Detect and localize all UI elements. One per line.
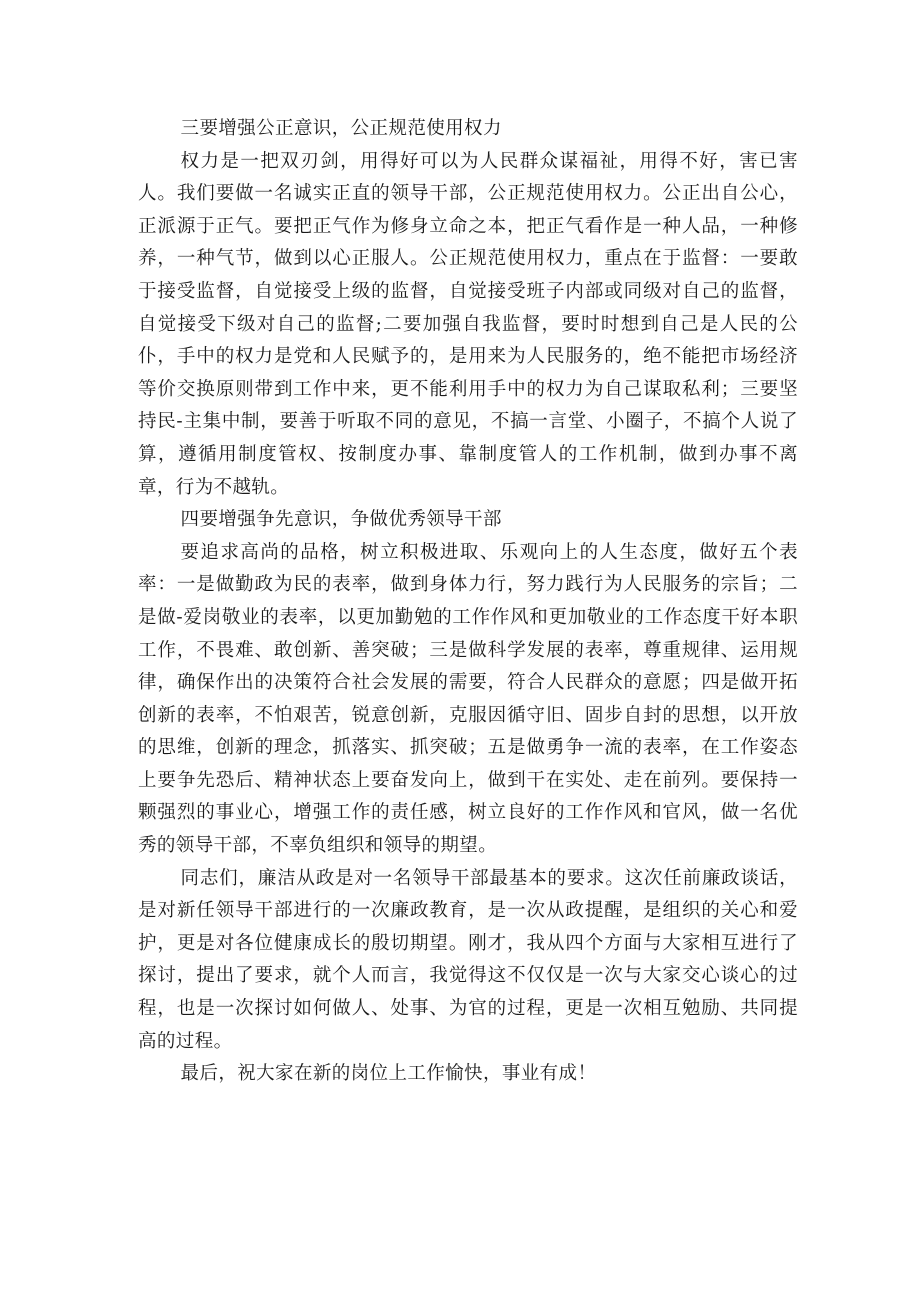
closing-paragraph: 最后，祝大家在新的岗位上工作愉快，事业有成！: [180, 1063, 597, 1085]
section-3-body: 权力是一把双刃剑，用得好可以为人民群众谋福祉，用得不好，害已害人。我们要做一名诚实正直的领导干部，公正规范使用权力。公正出自公心，正派源于正气。要把正气作为修身立命之本，把正气看作是一种人品，一种修养，一种气节，做到以心正服人。公正规范使用权力，重点在于监督：一要敢于接受监督，自觉接受上级的监督，自觉接受班子内部或同级对自己的监督，自觉接受下级对自己的监督;二要加强自我监督，要时时想到自己是人民的公仆，手中的权力是党和人民赋予的，是用来为人民服务的，绝不能把市场经济等价交换原则带到工作中来，更不能利用手中的权力为自己谋取私利；三要坚持民-主集中制，要善于听取不同的意见，不搞一言堂、小圈子，不搞个人说了算，遵循用制度管权、按制度办事、靠制度管人的工作机制，做到办事不离章，行为不越轨。: [138, 150, 798, 498]
section-3-heading: 三要增强公正意识，公正规范使用权力: [180, 118, 502, 139]
document-page: [138, 113, 798, 1091]
conclusion-paragraph: 同志们，廉洁从政是对一名领导干部最基本的要求。这次任前廉政谈话，是对新任领导干部进行的一次廉政教育，是一次从政提醒，是组织的关心和爱护，更是对各位健康成长的殷切期望。刚才，我从四个方面与大家相互进行了探讨，提出了要求，就个人而言，我觉得这不仅仅是一次与大家交心谈心的过程，也是一次探讨如何做人、处事、为官的过程，更是一次相互勉励、共同提高的过程。: [138, 867, 798, 1052]
section-4-body: 要追求高尚的品格，树立积极进取、乐观向上的人生态度，做好五个表率：一是做勤政为民的表率，做到身体力行，努力践行为人民服务的宗旨；二是做-爱岗敬业的表率，以更加勤勉的工作作风和更加敬业的工作态度干好本职工作，不畏难、敢创新、善突破；三是做科学发展的表率，尊重规律、运用规律，确保作出的决策符合社会发展的需要，符合人民群众的意愿；四是做开拓创新的表率，不怕艰苦，锐意创新，克服因循守旧、固步自封的思想，以开放的思维，创新的理念，抓落实、抓突破；五是做勇争一流的表率，在工作姿态上要争先恐后、精神状态上要奋发向上，做到干在实处、走在前列。要保持一颗强烈的事业心，增强工作的责任感，树立良好的工作作风和官风，做一名优秀的领导干部，不辜负组织和领导的期望。: [138, 541, 798, 857]
section-4-heading: 四要增强争先意识，争做优秀领导干部: [180, 509, 502, 531]
